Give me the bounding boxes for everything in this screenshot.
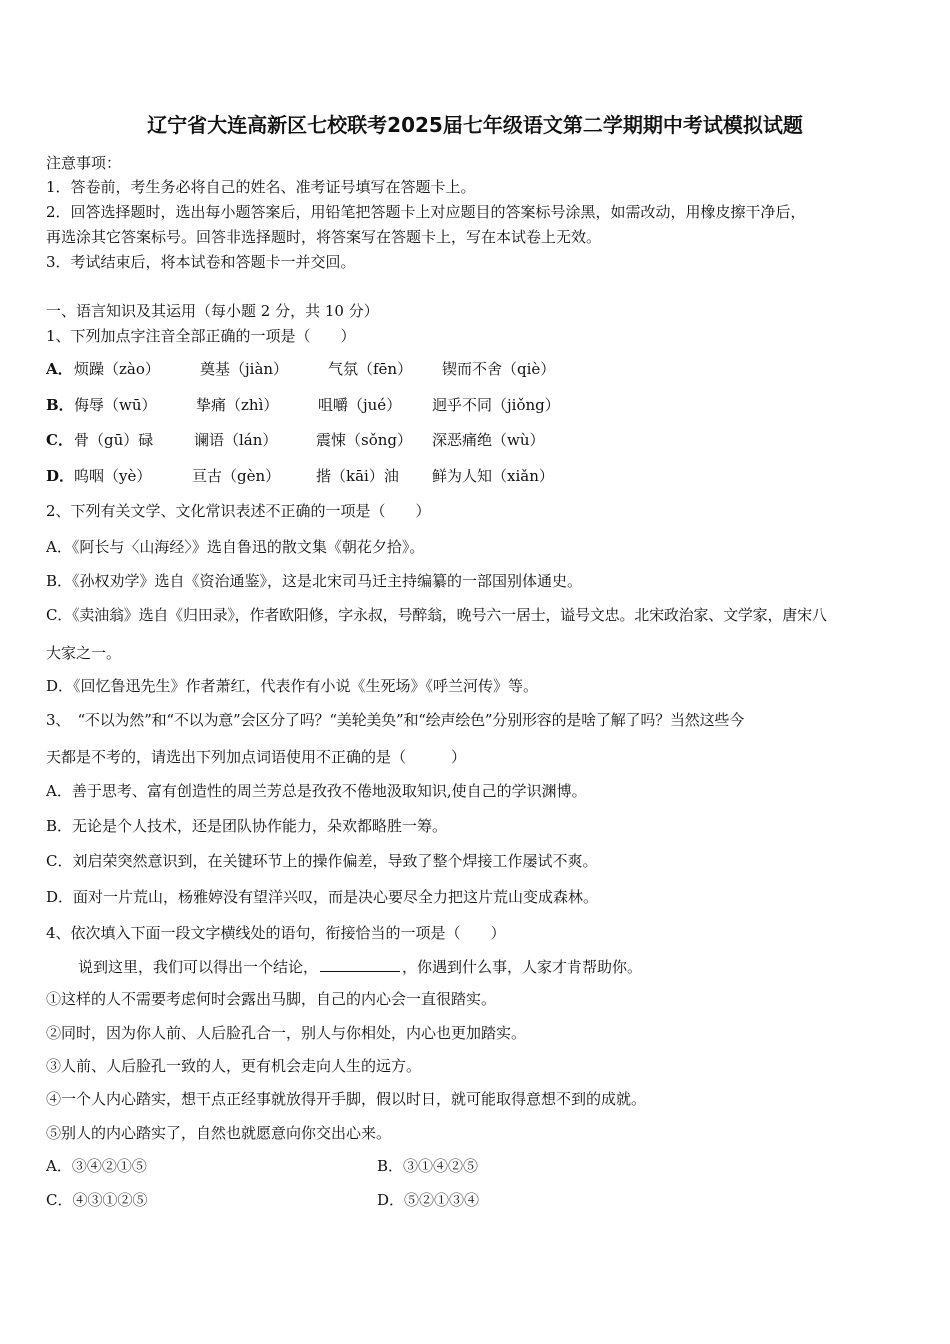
option-item: 咀嚼（jué）: [318, 396, 402, 414]
notice-item-2: 2．回答选择题时，选出每小题答案后，用铅笔把答题卡上对应题目的答案标号涂黑，如需改动，用橡皮擦干净后，: [46, 203, 806, 221]
option-item: 深恶痛绝（wù）: [432, 431, 545, 449]
q3-option-b: B．无论是个人技术，还是团队协作能力，朵欢都略胜一筹。: [46, 817, 448, 835]
option-item: 呜咽（yè）: [74, 467, 152, 485]
q4-sentence-1: ①这样的人不需要考虑何时会露出马脚，自己的内心会一直很踏实。: [46, 990, 497, 1008]
q2-option-b: B．《孙权劝学》选自《资治通鉴》，这是北宋司马迁主持编纂的一部国别体通史。: [46, 572, 583, 590]
q2-stem: 2、下列有关文学、文化常识表述不正确的一项是（ ）: [46, 502, 431, 520]
section-heading: 一、语言知识及其运用（每小题 2 分，共 10 分）: [46, 302, 379, 320]
q4-passage: [78, 956, 642, 978]
q3-stem: 3、 “不以为然”和“不以为意”会区分了吗？“美轮美奂”和“绘声绘色”分别形容的是啥了解了吗？当然这些今: [46, 711, 744, 729]
q3-option-c: C．刘启荣突然意识到，在关键环节上的操作偏差，导致了整个焊接工作屡试不爽。: [46, 852, 598, 870]
option-item: 鲜为人知（xiǎn）: [432, 467, 554, 485]
option-label: A．: [46, 360, 73, 378]
q2-option-a: A．《阿长与〈山海经〉》选自鲁迅的散文集《朝花夕拾》。: [46, 538, 425, 556]
q1-option-a: [46, 358, 555, 380]
q2-option-c: C．《卖油翁》选自《归田录》，作者欧阳修，字永叔，号醉翁，晚号六一居士，谥号文忠。北宋政治家、文学家，唐宋八: [46, 606, 827, 624]
option-item: 震悚（sǒng）: [316, 431, 412, 449]
q1-option-d: [46, 465, 554, 487]
option-label: B．: [46, 396, 74, 414]
q1-option-b: [46, 394, 560, 416]
option-label: C．: [46, 431, 73, 449]
q4-sentence-3: ③人前、人后脸孔一致的人，更有机会走向人生的远方。: [46, 1057, 422, 1075]
option-item: 骨（gū）碌: [74, 431, 154, 449]
passage-text: ，你遇到什么事，人家才肯帮助你。: [402, 958, 643, 976]
notice-heading: 注意事项：: [46, 154, 122, 172]
option-item: 迥乎不同（jiǒng）: [432, 396, 560, 414]
q4-option-c: C．④③①②⑤: [46, 1191, 148, 1209]
option-label: D．: [46, 467, 75, 485]
q3-stem-cont: 天都是不考的，请选出下列加点词语使用不正确的是（ ）: [46, 748, 467, 766]
option-item: 亘古（gèn）: [192, 467, 281, 485]
q3-option-a: A．善于思考、富有创造性的周兰芳总是孜孜不倦地汲取知识,使自己的学识渊博。: [46, 782, 587, 800]
option-item: 侮辱（wū）: [74, 396, 157, 414]
q1-option-c: [46, 429, 545, 451]
notice-item-2-cont: 再选涂其它答案标号。回答非选择题时，将答案写在答题卡上，写在本试卷上无效。: [46, 228, 602, 246]
q2-option-c-cont: 大家之一。: [46, 644, 122, 662]
q1-stem: 1、下列加点字注音全部正确的一项是（ ）: [46, 327, 356, 345]
page-title: 辽宁省大连高新区七校联考2025届七年级语文第二学期期中考试模拟试题: [147, 113, 803, 137]
passage-text: 说到这里，我们可以得出一个结论，: [78, 958, 319, 976]
notice-item-3: 3．考试结束后，将本试卷和答题卡一并交回。: [46, 253, 356, 271]
option-item: 挚痛（zhì）: [196, 396, 279, 414]
notice-item-1: 1．答卷前，考生务必将自己的姓名、准考证号填写在答题卡上。: [46, 178, 476, 196]
q4-option-d: D．⑤②①③④: [377, 1191, 480, 1209]
q3-option-d: D．面对一片荒山，杨雅婷没有望洋兴叹，而是决心要尽全力把这片荒山变成森林。: [46, 888, 599, 906]
q4-sentence-5: ⑤别人的内心踏实了，自然也就愿意向你交出心来。: [46, 1124, 392, 1142]
option-item: 烦躁（zào）: [74, 360, 160, 378]
option-item: 揩（kāi）油: [316, 467, 399, 485]
q4-option-b: B．③①④②⑤: [377, 1157, 479, 1175]
q2-option-d: D．《回忆鲁迅先生》作者萧红，代表作有小说《生死场》《呼兰河传》等。: [46, 677, 539, 695]
q4-sentence-4: ④一个人内心踏实，想干点正经事就放得开手脚，假以时日，就可能取得意想不到的成就。: [46, 1090, 647, 1108]
option-item: 锲而不舍（qiè）: [442, 360, 556, 378]
fill-blank: [320, 957, 400, 972]
q4-stem: 4、依次填入下面一段文字横线处的语句，衔接恰当的一项是（ ）: [46, 924, 506, 942]
option-item: 谰语（lán）: [194, 431, 278, 449]
option-item: 气氛（fēn）: [328, 360, 413, 378]
q4-option-a: A．③④②①⑤: [46, 1157, 147, 1175]
option-item: 奠基（jiàn）: [200, 360, 289, 378]
q4-sentence-2: ②同时，因为你人前、人后脸孔合一，别人与你相处，内心也更加踏实。: [46, 1024, 527, 1042]
